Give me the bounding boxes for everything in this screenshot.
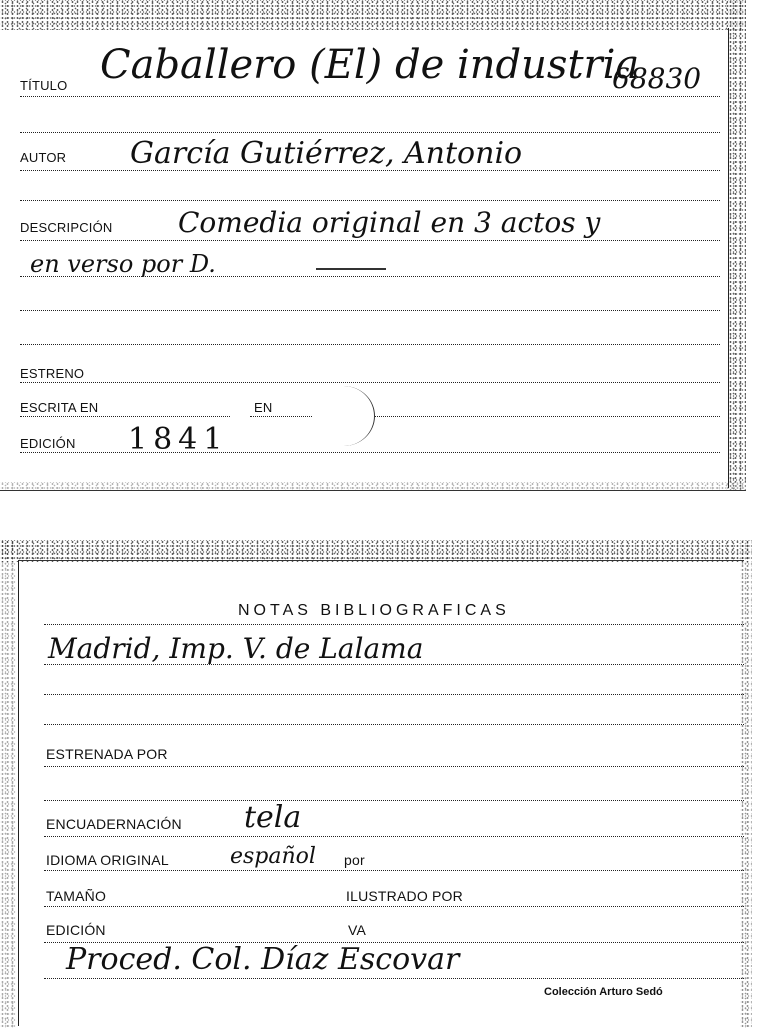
descripcion-value-line1: Comedia original en 3 actos y bbox=[178, 206, 601, 239]
titulo-number: 68830 bbox=[612, 62, 702, 95]
notas-line-1 bbox=[44, 624, 744, 625]
autor-value: García Gutiérrez, Antonio bbox=[130, 136, 523, 171]
catalog-card-back bbox=[0, 540, 752, 1028]
scan-noise-right-back bbox=[740, 540, 752, 1028]
edicion-value: 1841 bbox=[128, 422, 229, 457]
en-label: EN bbox=[254, 400, 273, 415]
scan-noise-right bbox=[728, 0, 746, 490]
back-top-edge bbox=[18, 560, 744, 561]
scan-noise-top-back bbox=[0, 540, 752, 562]
back-left-border bbox=[18, 560, 19, 1026]
encuadernacion-line bbox=[44, 836, 744, 837]
handwritten-dash bbox=[316, 268, 386, 270]
procedencia-value: Proced. Col. Díaz Escovar bbox=[66, 942, 460, 977]
idioma-value: español bbox=[230, 844, 316, 869]
blank-line-1 bbox=[20, 200, 720, 201]
tamano-label: TAMAÑO bbox=[46, 888, 107, 904]
notas-line-4 bbox=[44, 724, 744, 725]
edicion-line bbox=[20, 452, 720, 453]
paper-blot bbox=[312, 386, 375, 446]
estreno-label: ESTRENO bbox=[20, 366, 85, 381]
notas-line1-value: Madrid, Imp. V. de Lalama bbox=[48, 632, 424, 665]
titulo-value: Caballero (El) de industria bbox=[100, 42, 640, 88]
valor-label: VA bbox=[348, 922, 367, 938]
notas-line-3 bbox=[44, 694, 744, 695]
escrita-en-line bbox=[20, 416, 230, 417]
encuadernacion-label: ENCUADERNACIÓN bbox=[46, 816, 182, 832]
estreno-line bbox=[20, 382, 720, 383]
procedencia-line bbox=[44, 978, 744, 979]
scan-noise-left-back bbox=[0, 540, 16, 1028]
autor-label: AUTOR bbox=[20, 150, 67, 165]
encuadernacion-value: tela bbox=[244, 800, 302, 835]
por-label: por bbox=[344, 852, 365, 868]
autor-line bbox=[20, 170, 720, 171]
estrenada-por-label: ESTRENADA POR bbox=[46, 746, 168, 762]
titulo-line-2 bbox=[20, 132, 720, 133]
edicion-back-label: EDICIÓN bbox=[46, 922, 106, 938]
tamano-line bbox=[44, 906, 744, 907]
blank-back-line bbox=[44, 800, 744, 801]
ilustrado-label: ILUSTRADO POR bbox=[346, 888, 463, 904]
blank-line-3 bbox=[20, 344, 720, 345]
escrita-en-label: ESCRITA EN bbox=[20, 400, 99, 415]
notas-line-2 bbox=[44, 664, 744, 665]
blank-line-2 bbox=[20, 310, 720, 311]
idioma-label: IDIOMA ORIGINAL bbox=[46, 852, 169, 868]
scan-noise-bottom bbox=[0, 482, 746, 490]
card-right-border bbox=[728, 28, 729, 488]
estrenada-line bbox=[44, 766, 744, 767]
catalog-card-front bbox=[0, 0, 746, 492]
descripcion-line bbox=[20, 240, 720, 241]
notas-heading: NOTAS BIBLIOGRAFICAS bbox=[238, 602, 510, 619]
card-bottom-edge bbox=[0, 490, 746, 491]
collection-footer: Colección Arturo Sedó bbox=[544, 986, 663, 998]
scan-noise-top bbox=[0, 0, 746, 30]
descripcion-line-2 bbox=[20, 276, 720, 277]
descripcion-value-line2: en verso por D. bbox=[30, 250, 216, 278]
idioma-line bbox=[44, 870, 744, 871]
titulo-line bbox=[20, 96, 720, 97]
titulo-label: TÍTULO bbox=[20, 78, 68, 93]
descripcion-label: DESCRIPCIÓN bbox=[20, 220, 113, 235]
edicion-label: EDICIÓN bbox=[20, 436, 76, 451]
